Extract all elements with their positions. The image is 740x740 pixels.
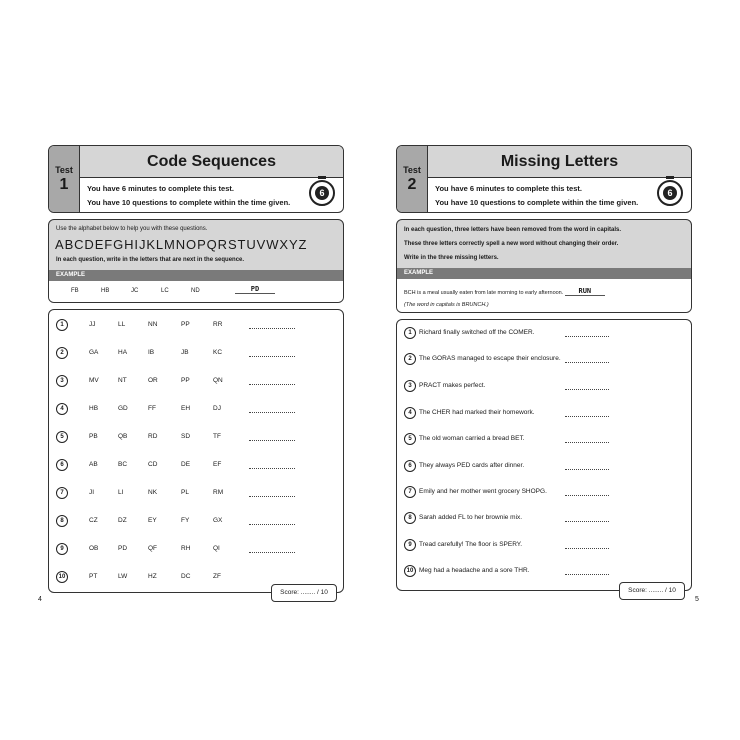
answer-line[interactable]	[565, 336, 609, 337]
letter-pair: IB	[148, 349, 155, 356]
example-pair: JC	[131, 288, 139, 294]
example-row	[49, 281, 343, 302]
question-row	[49, 346, 343, 360]
letter-pair: RD	[148, 433, 158, 440]
letter-pair: PT	[89, 573, 98, 580]
alphabet-strip: ABCDEFGHIJKLMNOPQRSTUVWXYZ	[55, 237, 308, 252]
question-row	[49, 402, 343, 416]
answer-line[interactable]	[565, 574, 609, 575]
right-page	[396, 145, 692, 594]
stopwatch-icon	[657, 180, 683, 206]
info-panel	[396, 219, 692, 313]
page-title: Missing Letters	[500, 153, 619, 170]
question-row	[397, 459, 691, 473]
letter-pair: PP	[181, 321, 190, 328]
question-row	[49, 542, 343, 556]
letter-pair: FF	[148, 405, 156, 412]
question-number: 8	[56, 515, 68, 527]
question-number: 9	[56, 543, 68, 555]
test-number: 2	[407, 176, 417, 193]
question-row	[397, 564, 691, 578]
letter-pair: DZ	[118, 517, 127, 524]
letter-pair: EH	[181, 405, 191, 412]
question-sentence: Richard finally switched off the COMER.	[419, 329, 535, 336]
question-row	[49, 514, 343, 528]
timer-minutes: 6	[663, 186, 677, 200]
answer-line[interactable]	[249, 440, 295, 441]
example-label: EXAMPLE	[49, 270, 343, 281]
example-note: (The word in capitals is BRUNCH.)	[404, 302, 489, 308]
letter-pair: HA	[118, 349, 128, 356]
letter-pair: DJ	[213, 405, 221, 412]
answer-line[interactable]	[565, 389, 609, 390]
letter-pair: PP	[181, 377, 190, 384]
answer-line[interactable]	[249, 552, 295, 553]
example-pair: LC	[161, 288, 169, 294]
question-number: 9	[404, 539, 416, 551]
timer-minutes: 6	[315, 186, 329, 200]
letter-pair: PL	[181, 489, 189, 496]
instruction-time: You have 6 minutes to complete this test.	[435, 184, 582, 193]
letter-pair: JB	[181, 349, 189, 356]
test-header	[396, 145, 692, 213]
stopwatch-icon	[309, 180, 335, 206]
question-row	[397, 485, 691, 499]
question-row	[49, 458, 343, 472]
question-number: 3	[404, 380, 416, 392]
letter-pair: NN	[148, 321, 158, 328]
questions-box	[48, 309, 344, 596]
answer-line[interactable]	[249, 496, 295, 497]
question-sentence: The old woman carried a bread BET.	[419, 435, 525, 442]
answer-line[interactable]	[249, 356, 295, 357]
answer-line[interactable]	[565, 362, 609, 363]
question-sentence: They always PED cards after dinner.	[419, 462, 525, 469]
question-number: 2	[404, 353, 416, 365]
question-row	[397, 326, 691, 340]
title-bar	[80, 146, 343, 178]
question-row	[49, 318, 343, 332]
instruction-time: You have 6 minutes to complete this test.	[87, 184, 234, 193]
letter-pair: MV	[89, 377, 99, 384]
question-sentence: Emily and her mother went grocery SHOPG.	[419, 488, 547, 495]
instruction-questions: You have 10 questions to complete within the time given.	[435, 198, 639, 207]
letter-pair: TF	[213, 433, 221, 440]
example-label: EXAMPLE	[397, 268, 691, 279]
answer-line[interactable]	[565, 521, 609, 522]
letter-pair: JI	[89, 489, 95, 496]
question-number: 3	[56, 375, 68, 387]
score-box: Score: ........ / 10	[271, 584, 337, 602]
title-bar	[428, 146, 691, 178]
answer-line[interactable]	[565, 469, 609, 470]
question-sentence: The GORAS managed to escape their enclosure.	[419, 355, 561, 362]
letter-pair: BC	[118, 461, 128, 468]
example-pair: HB	[101, 288, 110, 294]
letter-pair: ZF	[213, 573, 221, 580]
answer-line[interactable]	[565, 495, 609, 496]
letter-pair: HB	[89, 405, 99, 412]
example-answer: RUN	[565, 287, 605, 296]
info-panel	[48, 219, 344, 303]
score-box: Score: ........ / 10	[619, 582, 685, 600]
letter-pair: PB	[89, 433, 98, 440]
question-sentence: Sarah added FL to her brownie mix.	[419, 514, 523, 521]
question-row	[397, 511, 691, 525]
letter-pair: EY	[148, 517, 157, 524]
question-row	[49, 430, 343, 444]
question-number: 5	[56, 431, 68, 443]
question-number: 5	[404, 433, 416, 445]
test-header	[48, 145, 344, 213]
question-row	[397, 406, 691, 420]
letter-pair: GX	[213, 517, 223, 524]
answer-line[interactable]	[249, 328, 295, 329]
question-sentence: The CHER had marked their homework.	[419, 409, 535, 416]
test-label: Test	[403, 165, 421, 175]
letter-pair: DC	[181, 573, 191, 580]
question-row	[49, 374, 343, 388]
answer-line[interactable]	[565, 416, 609, 417]
question-row	[397, 432, 691, 446]
example-answer: PD	[235, 285, 275, 294]
letter-pair: NK	[148, 489, 158, 496]
test-label: Test	[55, 165, 73, 175]
test-number: 1	[59, 176, 69, 193]
letter-pair: DE	[181, 461, 191, 468]
question-row	[49, 486, 343, 500]
letter-pair: QB	[118, 433, 128, 440]
question-number: 4	[56, 403, 68, 415]
question-sentence: PRACT makes perfect.	[419, 382, 486, 389]
question-number: 10	[404, 565, 416, 577]
letter-pair: OB	[89, 545, 99, 552]
letter-pair: PD	[118, 545, 128, 552]
question-row	[397, 379, 691, 393]
letter-pair: HZ	[148, 573, 157, 580]
answer-line[interactable]	[249, 384, 295, 385]
answer-line[interactable]	[249, 524, 295, 525]
page-number-right: 5	[695, 596, 699, 603]
example-sentence-text: BCH is a meal usually eaten from late morning to early afternoon.	[404, 290, 564, 296]
letter-pair: JJ	[89, 321, 96, 328]
question-number: 6	[56, 459, 68, 471]
answer-line[interactable]	[565, 442, 609, 443]
letter-pair: FY	[181, 517, 190, 524]
page-title: Code Sequences	[147, 153, 276, 170]
letter-pair: LI	[118, 489, 124, 496]
question-number: 4	[404, 407, 416, 419]
test-tab	[49, 146, 80, 212]
letter-pair: GD	[118, 405, 128, 412]
letter-pair: LW	[118, 573, 128, 580]
letter-pair: AB	[89, 461, 98, 468]
letter-pair: RR	[213, 321, 223, 328]
question-sentence: Tread carefully! The floor is SPERY.	[419, 541, 523, 548]
page-number-left: 4	[38, 596, 42, 603]
question-sentence: Meg had a headache and a sore THR.	[419, 567, 530, 574]
letter-pair: QN	[213, 377, 223, 384]
task-instruction: In each question, write in the letters that are next in the sequence.	[56, 257, 245, 263]
letter-pair: SD	[181, 433, 191, 440]
instruction-questions: You have 10 questions to complete within the time given.	[87, 198, 291, 207]
example-pair: ND	[191, 288, 200, 294]
question-number: 6	[404, 460, 416, 472]
example-sentence	[404, 287, 605, 296]
question-number: 2	[56, 347, 68, 359]
info-line: These three letters correctly spell a new word without changing their order.	[404, 241, 619, 247]
test-tab	[397, 146, 428, 212]
question-number: 7	[404, 486, 416, 498]
letter-pair: CZ	[89, 517, 98, 524]
example-row	[397, 279, 691, 312]
example-pair: FB	[71, 288, 79, 294]
answer-line[interactable]	[565, 548, 609, 549]
question-row	[397, 352, 691, 366]
letter-pair: RH	[181, 545, 191, 552]
answer-line[interactable]	[249, 412, 295, 413]
info-line: Write in the three missing letters.	[404, 255, 499, 261]
letter-pair: QF	[148, 545, 158, 552]
letter-pair: EF	[213, 461, 222, 468]
alphabet-hint: Use the alphabet below to help you with these questions.	[56, 226, 208, 232]
question-number: 1	[404, 327, 416, 339]
letter-pair: GA	[89, 349, 99, 356]
info-line: In each question, three letters have been removed from the word in capitals.	[404, 227, 622, 233]
questions-box	[396, 319, 692, 594]
letter-pair: KC	[213, 349, 223, 356]
question-number: 1	[56, 319, 68, 331]
left-page	[48, 145, 344, 596]
answer-line[interactable]	[249, 468, 295, 469]
letter-pair: QI	[213, 545, 220, 552]
question-number: 10	[56, 571, 68, 583]
letter-pair: RM	[213, 489, 224, 496]
question-number: 7	[56, 487, 68, 499]
letter-pair: OR	[148, 377, 158, 384]
question-row	[397, 538, 691, 552]
letter-pair: CD	[148, 461, 158, 468]
letter-pair: NT	[118, 377, 127, 384]
question-number: 8	[404, 512, 416, 524]
letter-pair: LL	[118, 321, 126, 328]
question-row	[49, 570, 343, 584]
